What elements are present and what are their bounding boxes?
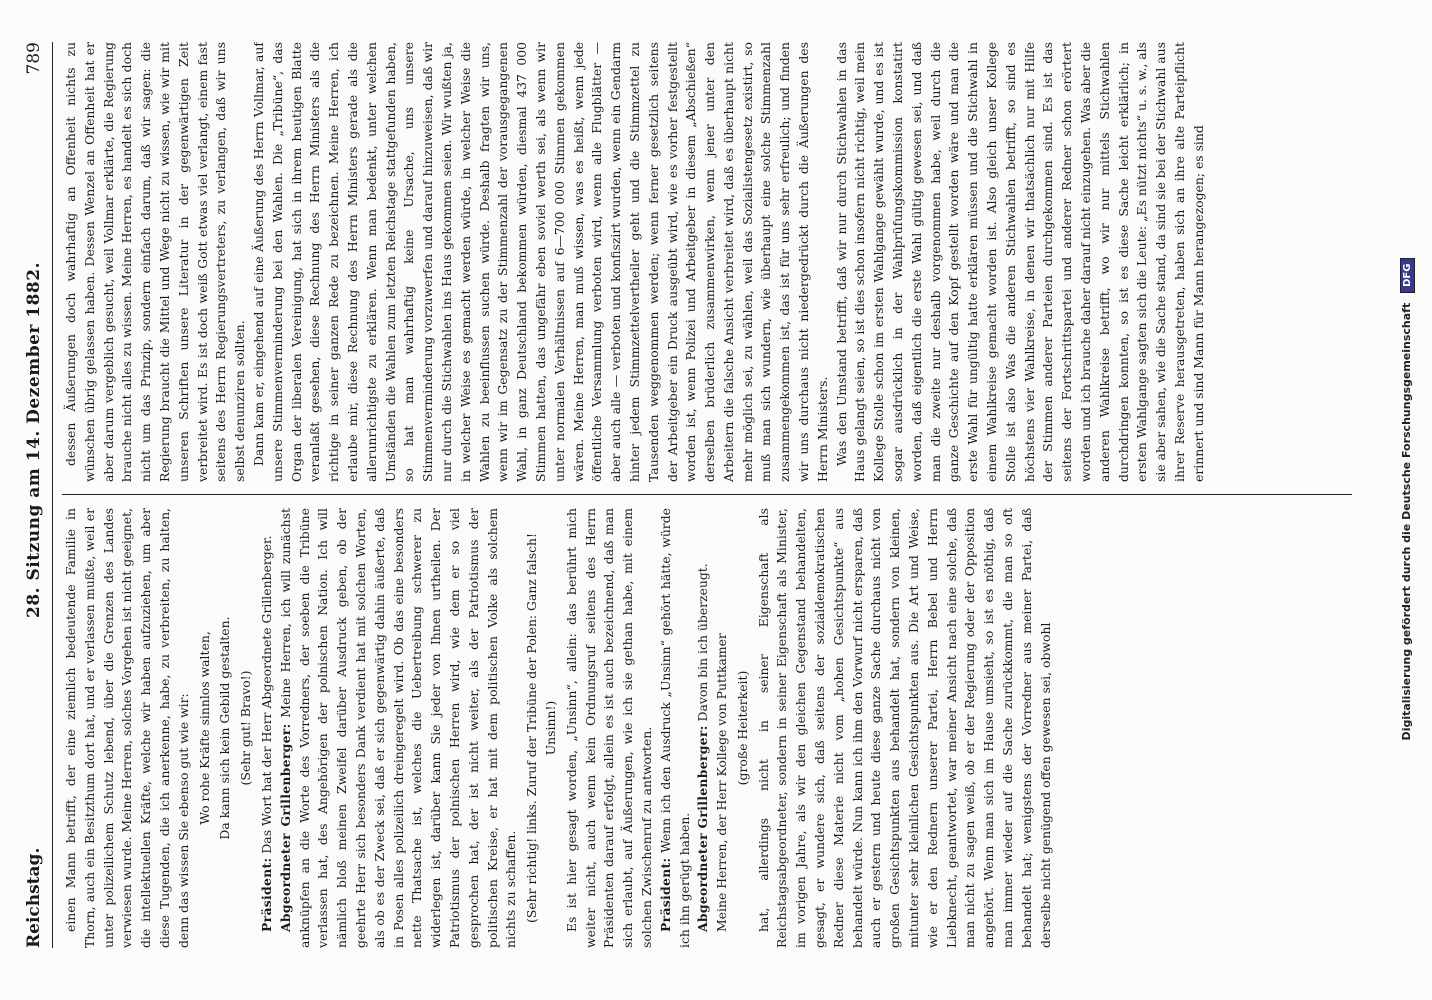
speech-text: Davon bin ich überzeugt. xyxy=(695,563,711,722)
page-header xyxy=(18,42,52,948)
paragraph: Meine Herren, der Herr Kollege von Puttkamer xyxy=(714,633,730,932)
column-divider xyxy=(62,494,1352,495)
speaker-name: Abgeordneter Grillenberger: xyxy=(695,725,711,932)
paragraph: Dann kam er, eingehend auf eine Äußerung des Herrn Vollmar, auf unsere Stimmenverminderung bei den Wahlen. Die „Tribüne“, das Organ der liberalen Vereinigung, hat sich in ihrem heutigen Blatte veranlaßt gesehen, diese Rechnung des Herrn Ministers als die richtige in seiner ganzen Rede zu bezeichnen. Meine Herren, ich erlaube mir, diese Rechnung des Herrn Ministers gerade als die allerunrichtigste zu erklären. Wenn man bedenkt, unter welchen Umständen die Wahlen zum letzten Reichstage stattgefunden haben, so hat man wahrhaftig keine Ursache, uns unsere Stimmenverminderung vorzuwerfen und darauf hinzuweisen, daß wir nur durch die Stichwahlen ins Haus gekommen seien. Wir wußten ja, in welcher Weise es gemacht werden würde, in welcher Weise die Wahlen zu beeinflussen suchen würde. Deshalb fragten wir uns, wenn wir im Gegensatz zu der Stimmenzahl der vorausgegangenen Wahl, in ganz Deutschland bekommen würden, diesmal 437 000 Stimmen hatten, das ungefähr eben soviel werth sei, als wenn wir unter normalen Verhältnissen auf 6—700 000 Stimmen gekommen wären. Meine Herren, man muß wissen, was es heißt, wenn jede öffentliche Versammlung verboten wird, wenn alle Flugblätter — aber auch alle — verboten und konfiszirt wurden, wenn ein Gendarm hinter jedem Stimmzettelvertheiler geht und die Stimmzettel zu Tausenden weggenommen werden; wenn ferner gesetzlich seitens der Arbeitgeber ein Druck ausgeübt wird, wie es vorher festgestellt worden ist, wenn Polizei und Arbeitgeber in diesem „Abschießen“ derselben brüderlich zusammenwirken, wenn jener unter den Arbeitern die falsche Ansicht verbreitet wird, daß es überhaupt nicht mehr möglich sei, zu wählen, weil das Sozialistengesetz existirt, so muß man sich wundern, wie überhaupt eine solche Stimmenzahl zusammengekommen ist, das ist für uns sehr erfreulich; und finden wir uns durchaus nicht niedergedrückt durch die Äußerungen des Herrn Ministers. xyxy=(250,42,830,482)
page-number: 789 xyxy=(24,42,44,75)
speech-text: Meine Herren, ich will zunächst anknüpfen an die Worte des Vorredners, der soeben die Tribüne verlassen hat, des Angehörigen der polnischen Nation. Ich will nämlich bloß meinen Zweifel darüber Ausdruck geben, ob der geehrte Herr sich besonders Dank verdient hat mit solchen Worten, als ob es der Zweck sei, daß er sich gegenwärtig dahin äußerte, daß in Posen alles polizeilich dreingeregelt wird. Ob das eine besonders nette Thatsache ist, welches die Uebertreibung schwerer zu widerlegen ist, darüber kann Sie jeder von Ihnen urtheilen. Der Patriotismus der polnischen Herren wird, wie dem er so viel gesprochen hat, der ist nicht weiter, als der Patriotismus der politischen Kreise, er hat mit dem politischen Volke als solchem nichts zu schaffen. xyxy=(277,508,519,948)
speaker-name: Präsident: xyxy=(258,857,274,932)
speaker-paragraph xyxy=(277,508,521,948)
speaker-paragraph xyxy=(258,508,277,948)
speaker-paragraph xyxy=(694,508,713,948)
centered-line: (Sehr gut! Bravo!) xyxy=(238,670,254,786)
centered-line: (große Heiterkeit) xyxy=(734,670,750,786)
paragraph: einen Mann betrifft, der eine ziemlich bedeutende Familie in Thorn, auch ein Besitzthum dort hat, und er verlassen mußte, weil er unter polizeilichem Schutz lebend, über die Grenzen des Landes verwiesen wurde. Meine Herren, solches Vorgehen ist nicht geeignet, die intellektuellen Kräfte, welche wir haben aufzuziehen, um aber diese Tugenden, die ich anerkenne, habe, zu verbreiten, zu halten, denn das wissen Sie ebenso gut wie wir: xyxy=(63,508,191,948)
header-rule xyxy=(52,42,53,948)
dfg-note: Digitalisierung gefördert durch die Deutsche Forschungsgemeinschaft xyxy=(1400,302,1413,741)
speaker-name: Abgeordneter Grillenberger: xyxy=(277,723,293,932)
centered-line: Wo rohe Kräfte sinnlos walten, xyxy=(196,631,212,825)
paragraph: dessen Äußerungen doch wahrhaftig an Offenheit nichts zu wünschen übrig gelassen haben. Dessen Wenzel an Offenheit hat er aber darum vergeblich gesucht, weil Vollmar erklärte, die Regierung brauche nicht alles zu wissen. Meine Herren, es handelt es sich doch nicht um das Prinzip, sondern einfach darum, daß wir sagen: die Regierung braucht die Mittel und Wege nicht zu wissen, wie wir mit unseren Schriften unsere Literatur in der gegenwärtigen Zeit verbreitet wird. Es ist doch weiß Gott etwas viel verlangt, einem fast seitens des Herrn Regierungsvertreters, zu verlangen, daß wir uns selbst denunziren sollten. xyxy=(63,42,248,482)
speech-text: Wenn ich den Ausdruck „Unsinn“ gehört hätte, würde ich ihn gerügt haben. xyxy=(657,508,692,948)
left-column xyxy=(62,508,1362,948)
right-column xyxy=(62,42,1362,482)
speaker-name: Präsident: xyxy=(657,857,673,932)
paragraph: Es ist hier gesagt worden, „Unsinn“, allein: das berührt mich weiter nicht, auch wenn kein Ordnungsruf seitens des Herrn Präsidenten darauf erfolgt, allein es ist auch bezeichnend, daß man sich erlaubt, auf Äußerungen, wie ich sie gethan habe, mit einem solchen Zwischenruf zu antworten. xyxy=(563,508,654,948)
footer xyxy=(1400,34,1415,964)
paragraph: hat, allerdings nicht in seiner Eigenschaft als Reichstagsabgeordneter, sondern in seiner Eigenschaft als Minister, im vorigen Jahre, als wir den gleichen Gegenstand behandelten, gesagt, er wundere sich, daß seitens der sozialdemokratischen Redner diese Materie nicht vom „hohen Gesichtspunkte“ aus behandelt würde. Nun kann ich ihm den Vorwurf nicht ersparen, daß auch er gestern und heute diese ganze Sache durchaus nicht von großen Gesichtspunkten aus behandelt hat, sondern von kleinen, mitunter sehr kleinlichen Gesichtspunkten aus. Die Art und Weise, wie er den Rednern unserer Partei, Herrn Bebel und Herrn Liebknecht, geantwortet, war meiner Ansicht nach eine solche, daß man nicht zu sagen weiß, ob er der Regierung oder der Opposition angehört. Wenn man sich im Hause umsieht, so ist es nöthig, daß man immer wieder auf die Sache zurückkommt, die man so oft behandelt hat; wenigstens der Vorredner aus meiner Partei, daß derselbe nicht genügend offen gewesen sei, obwohl xyxy=(755,508,1053,948)
speech-text: Das Wort hat der Herr Abgeordnete Grillenberger. xyxy=(258,535,274,854)
paragraph: Was den Umstand betrifft, daß wir nur durch Stichwahlen in das Haus gelangt seien, so ist dies schon insofern nicht richtig, weil mein Kollege Stolle schon im ersten Wahlgange gewählt wurde, und es ist sogar ausdrücklich in der Wahlprüfungskommission konstatirt worden, daß eigentlich die erste Wahl gültig gewesen sei, und daß man die zweite nur deshalb vorgenommen habe, weil durch die ganze Geschichte auf den Kopf gestellt worden wäre und man die erste Wahl für ungültig hatte erklären müssen und die Stichwahl in einem Wahlkreise gemacht worden ist. Also gleich unser Kollege Stolle ist also Was die anderen Stichwahlen betrifft, so sind es höchstens vier Wahlkreise, in denen wir thatsächlich nur mit Hilfe der Stimmen anderer Parteien durchgekommen sind. Es ist das seitens der Fortschrittspartei und anderer Redner schon erörtert worden und ich brauche daher darauf nicht einzugehen. Was aber die anderen Wahlkreise betrifft, wo wir nur mittels Stichwahlen durchdringen konnten, so ist es diese Sache leicht erklärlich; in ersten Wahlgange sagten sich die Leute: „Es nützt nichts“ u. s. w., als sie aber sahen, wie die Sache stand, da sind sie bei der Stichwahl aus ihrer Reserve herausgetreten, haben sich an ihre alte Parteipflicht erinnert und sind Mann für Mann herangezogen; es sind xyxy=(833,42,1206,482)
dfg-logo: DFG xyxy=(1400,258,1415,293)
header-title: 28. Sitzung am 14. Dezember 1882. xyxy=(24,261,44,618)
header-left: Reichstag. xyxy=(24,847,44,948)
centered-line: Da kann sich kein Gebild gestalten. xyxy=(217,616,233,840)
centered-line: (Sehr richtig! links. Zuruf der Tribüne der Polen: Ganz falsch! Unsinn!) xyxy=(524,533,558,923)
speaker-paragraph xyxy=(657,508,695,948)
